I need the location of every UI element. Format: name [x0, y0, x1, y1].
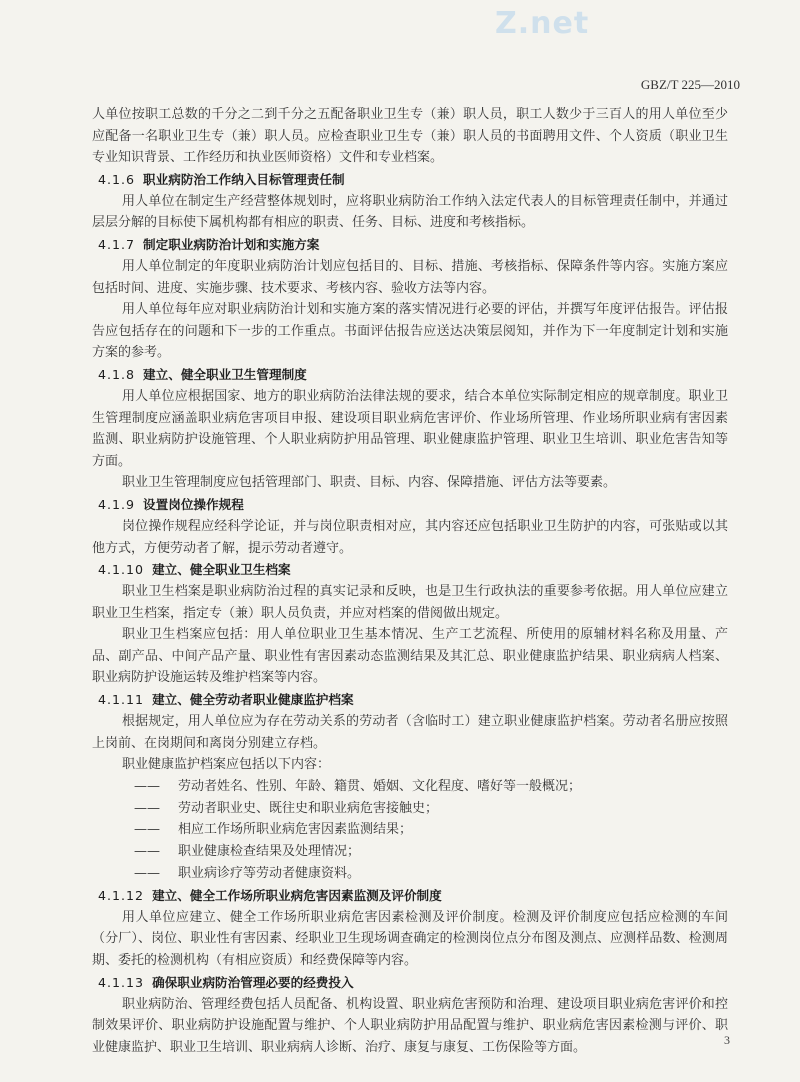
section-heading-4-1-12	[98, 885, 728, 907]
paragraph: 职业卫生档案是职业病防治过程的真实记录和反映，也是卫生行政执法的重要参考依据。用人单位应建立职业卫生档案，指定专（兼）职人员负责，并应对档案的借阅做出规定。	[92, 584, 728, 621]
section-number: 4.1.10	[98, 562, 145, 578]
dash-mark: ——	[134, 866, 160, 882]
list-item-text: 劳动者职业史、既往史和职业病危害接触史；	[178, 800, 439, 816]
paragraph: 用人单位在制定生产经营整体规划时，应将职业病防治工作纳入法定代表人的目标管理责任制中，并通过层层分解的目标使下属机构都有相应的职责、任务、目标、进度和考核指标。	[92, 193, 728, 231]
page-number: 3	[724, 1033, 730, 1047]
list-item-text: 职业病诊疗等劳动者健康资料。	[178, 866, 361, 882]
section-title: 建立、健全工作场所职业病危害因素监测及评价制度	[152, 887, 442, 903]
section-title: 建立、健全职业卫生档案	[152, 562, 291, 578]
section-title: 建立、健全劳动者职业健康监护档案	[152, 692, 354, 708]
section-number: 4.1.11	[98, 692, 145, 708]
list-item	[92, 798, 728, 820]
intro-paragraph: 人单位按职工总数的千分之二到千分之五配备职业卫生专（兼）职人员，职工人数少于三百人的用人单位至少应配备一名职业卫生专（兼）职人员。应检查职业卫生专（兼）职人员的书面聘用文件、个人资质（职业卫生专业知识背景、工作经历和执业医师资格）文件和专业档案。	[92, 107, 728, 166]
paragraph: 岗位操作规程应经科学论证，并与岗位职责相对应，其内容还应包括职业卫生防护的内容，可张贴或以其他方式，方便劳动者了解，提示劳动者遵守。	[92, 518, 728, 556]
dash-mark: ——	[134, 844, 160, 860]
section-heading-4-1-10	[98, 559, 728, 581]
section-heading-4-1-11	[98, 689, 728, 711]
section-heading-4-1-13	[98, 972, 728, 994]
section-heading-4-1-8	[98, 364, 728, 386]
list-item-text: 劳动者姓名、性别、年龄、籍贯、婚姻、文化程度、嗜好等一般概况；	[178, 778, 582, 794]
section-number: 4.1.13	[98, 974, 145, 990]
dash-mark: ——	[134, 778, 160, 794]
section-number: 4.1.7	[98, 236, 136, 252]
dash-mark: ——	[134, 800, 160, 816]
section-heading-4-1-9	[98, 494, 728, 516]
standard-code: GBZ/T 225—2010	[640, 77, 740, 92]
section-number: 4.1.12	[98, 887, 145, 903]
paragraph: 用人单位制定的年度职业病防治计划应包括目的、目标、措施、考核指标、保障条件等内容。实施方案应包括时间、进度、实施步骤、技术要求、考核内容、验收方法等内容。	[92, 258, 728, 296]
paragraph: 用人单位应根据国家、地方的职业病防治法律法规的要求，结合本单位实际制定相应的规章制度。职业卫生管理制度应涵盖职业病危害项目申报、建设项目职业病危害评价、作业场所管理、作业场所职业病有害因素监测、职业病防护设施管理、个人职业病防护用品管理、职业健康监护管理、职业卫生培训、职业危害告知等方面。	[92, 388, 728, 469]
list-item-text: 相应工作场所职业病危害因素监测结果；	[178, 822, 413, 838]
watermark: Z.net	[495, 6, 590, 41]
document-body	[92, 104, 728, 1058]
section-heading-4-1-7	[98, 234, 728, 256]
section-title: 设置岗位操作规程	[143, 496, 244, 512]
paragraph: 用人单位每年应对职业病防治计划和实施方案的落实情况进行必要的评估，并撰写年度评估报告。评估报告应包括存在的问题和下一步的工作重点。书面评估报告应送达决策层阅知，并作为下一年度制定计划和实施方案的参考。	[92, 302, 728, 361]
list-item	[92, 776, 728, 798]
section-number: 4.1.9	[98, 496, 136, 512]
paragraph: 职业病防治、管理经费包括人员配备、机构设置、职业病危害预防和治理、建设项目职业病危害评价和控制效果评价、职业病防护设施配置与维护、个人职业病防护用品配置与维护、职业病危害因素检测与评价、职业健康监护、职业卫生培训、职业病病人诊断、治疗、康复与康复、工伤保险等方面。	[92, 996, 728, 1055]
dash-mark: ——	[134, 822, 160, 838]
section-title: 职业病防治工作纳入目标管理责任制	[143, 171, 345, 187]
section-heading-4-1-6	[98, 169, 728, 191]
section-number: 4.1.8	[98, 366, 136, 382]
paragraph: 根据规定，用人单位应为存在劳动关系的劳动者（含临时工）建立职业健康监护档案。劳动者名册应按照上岗前、在岗期间和离岗分别建立存档。	[92, 714, 728, 751]
list-item	[92, 841, 728, 863]
paragraph: 职业健康监护档案应包括以下内容：	[122, 757, 331, 773]
list-item	[92, 819, 728, 841]
section-title: 建立、健全职业卫生管理制度	[143, 366, 307, 382]
list-item-text: 职业健康检查结果及处理情况；	[178, 844, 361, 860]
section-title: 制定职业病防治计划和实施方案	[143, 236, 320, 252]
section-number: 4.1.6	[98, 171, 136, 187]
list-item	[92, 863, 728, 885]
paragraph: 用人单位应建立、健全工作场所职业病危害因素检测及评价制度。检测及评价制度应包括应检测的车间（分厂）、岗位、职业性有害因素、经职业卫生现场调查确定的检测岗位点分布图及测点、应测样品数、检测周期、委托的检测机构（有相应资质）和经费保障等内容。	[92, 909, 728, 969]
paragraph: 职业卫生管理制度应包括管理部门、职责、目标、内容、保障措施、评估方法等要素。	[122, 475, 617, 491]
paragraph: 职业卫生档案应包括：用人单位职业卫生基本情况、生产工艺流程、所使用的原辅材料名称及用量、产品、副产品、中间产品产量、职业性有害因素动态监测结果及其汇总、职业健康监护结果、职业病病人档案、职业病防护设施运转及维护档案等内容。	[92, 627, 728, 686]
section-title: 确保职业病防治管理必要的经费投入	[152, 974, 354, 990]
